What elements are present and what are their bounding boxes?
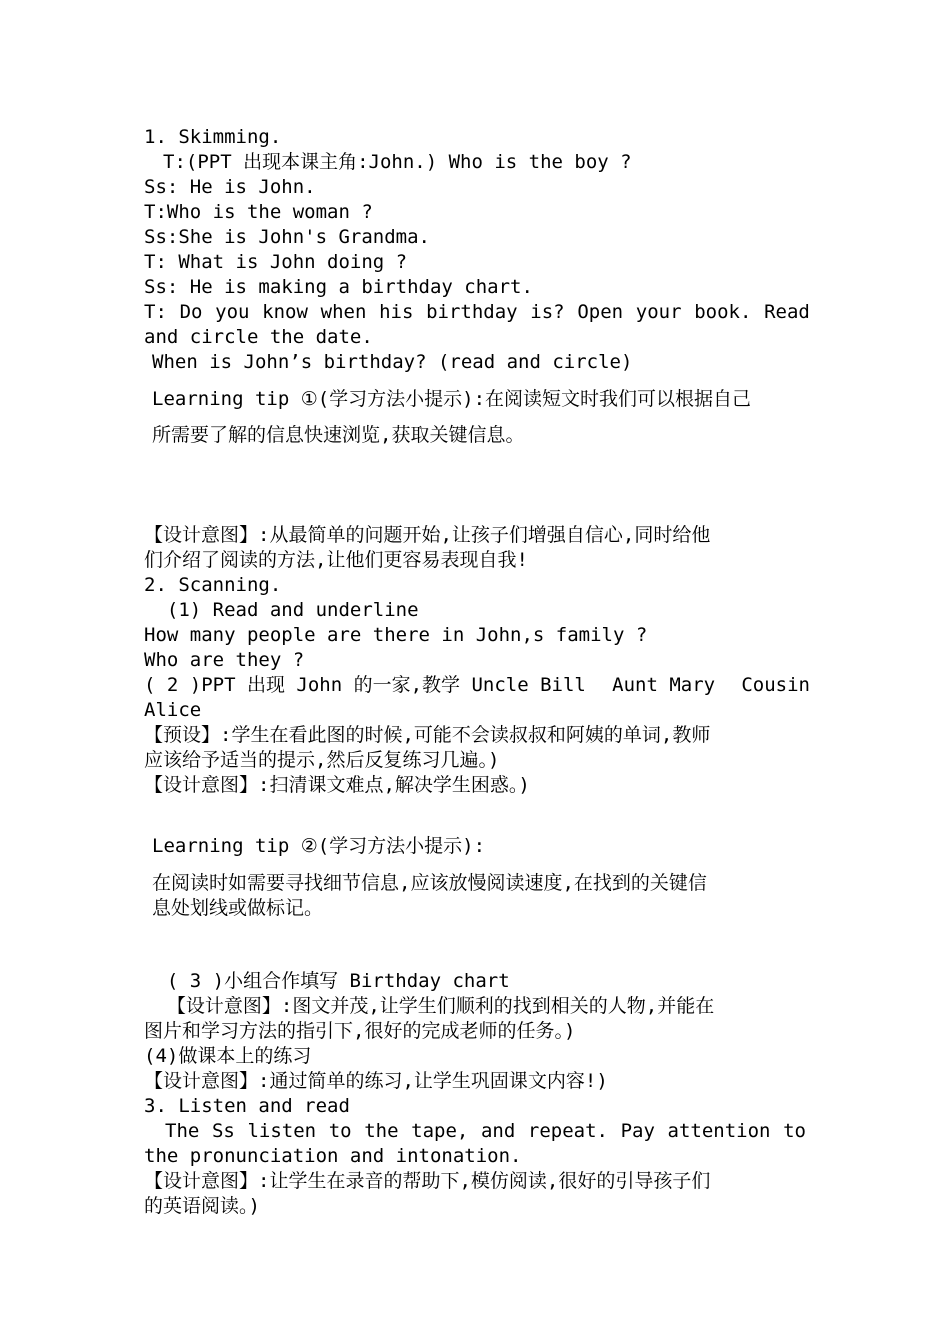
word: repeat. xyxy=(527,1120,608,1142)
listen-line-2: the pronunciation and intonation. xyxy=(144,1145,522,1167)
preset-line-2: 应该给予适当的提示,然后反复练习几遍。) xyxy=(144,749,500,771)
word: when xyxy=(320,301,367,323)
phrase: Aunt Mary xyxy=(612,674,716,696)
design-intent-1-line-2: 们介绍了阅读的方法,让他们更容易表现自我! xyxy=(144,549,528,571)
alice-line: Alice xyxy=(144,699,202,721)
student-line-making-chart: Ss: He is making a birthday chart. xyxy=(144,276,533,298)
word: birthday xyxy=(426,301,518,323)
learning-tip-2-line-1: 在阅读时如需要寻找细节信息,应该放慢阅读速度,在找到的关键信 xyxy=(152,872,707,894)
word: the xyxy=(364,1120,399,1142)
skimming-heading: 1. Skimming. xyxy=(144,126,282,148)
design-intent-3-line-1: 【设计意图】:图文并茂,让学生们顺利的找到相关的人物,并能在 xyxy=(144,995,715,1017)
listen-line-1 xyxy=(165,1119,806,1144)
learning-tip-2-heading: Learning tip ②(学习方法小提示): xyxy=(152,835,486,857)
preset-line-1: 【预设】:学生在看此图的时候,可能不会读叔叔和阿姨的单词,教师 xyxy=(144,724,711,746)
do-exercise-step: (4)做课本上的练习 xyxy=(144,1045,312,1067)
student-line-grandma: Ss:She is John's Grandma. xyxy=(144,226,430,248)
design-intent-5-line-1: 【设计意图】:让学生在录音的帮助下,模仿阅读,很好的引导孩子们 xyxy=(144,1170,711,1192)
design-intent-4: 【设计意图】:通过简单的练习,让学生巩固课文内容!) xyxy=(144,1070,608,1092)
read-underline-step: (1) Read and underline xyxy=(144,599,419,621)
word: to xyxy=(783,1120,806,1142)
word: Read xyxy=(764,301,810,323)
word: Do xyxy=(179,301,203,323)
question-how-many-people: How many people are there in John,s family ? xyxy=(144,624,648,646)
scanning-heading: 2. Scanning. xyxy=(144,574,282,596)
listen-heading: 3. Listen and read xyxy=(144,1095,350,1117)
word: Pay xyxy=(620,1120,655,1142)
word: listen xyxy=(247,1120,317,1142)
design-intent-5-line-2: 的英语阅读。) xyxy=(144,1195,260,1217)
word: attention xyxy=(667,1120,771,1142)
question-when-birthday: When is John’s birthday? (read and circle) xyxy=(152,351,633,373)
phrase: Cousin xyxy=(741,674,810,696)
teacher-line-do-you-know xyxy=(144,300,810,325)
word: T: xyxy=(144,301,167,323)
student-line-he-is-john: Ss: He is John. xyxy=(144,176,316,198)
word: Open xyxy=(577,301,624,323)
word: The xyxy=(165,1120,200,1142)
learning-tip-1-line-2: 所需要了解的信息快速浏览,获取关键信息。 xyxy=(152,424,525,446)
word: is? xyxy=(530,301,565,323)
word: you xyxy=(215,301,250,323)
teacher-line-who-woman: T:Who is the woman ? xyxy=(144,201,373,223)
teacher-line-ppt-john: T:(PPT 出现本课主角:John.) Who is the boy ? xyxy=(163,151,632,173)
question-who-are-they: Who are they ? xyxy=(144,649,305,671)
group-fill-step: ( 3 )小组合作填写 Birthday chart xyxy=(144,970,510,992)
learning-tip-2-line-2: 息处划线或做标记。 xyxy=(152,897,324,919)
teacher-line-circle-date: and circle the date. xyxy=(144,326,373,348)
learning-tip-1-line-1: Learning tip ①(学习方法小提示):在阅读短文时我们可以根据自己 xyxy=(152,388,752,410)
word: to xyxy=(328,1120,352,1142)
teacher-line-what-doing: T: What is John doing ? xyxy=(144,251,408,273)
word: book. xyxy=(694,301,752,323)
word: and xyxy=(480,1120,516,1142)
word: Ss xyxy=(211,1120,235,1142)
word: his xyxy=(379,301,414,323)
ppt-family-line xyxy=(144,673,810,698)
word: your xyxy=(635,301,682,323)
design-intent-2: 【设计意图】:扫清课文难点,解决学生困惑。) xyxy=(144,774,530,796)
word: know xyxy=(262,301,308,323)
phrase: ( 2 )PPT 出现 John 的一家,教学 Uncle Bill xyxy=(144,674,586,696)
word: tape, xyxy=(411,1120,469,1142)
design-intent-1-line-1: 【设计意图】:从最简单的问题开始,让孩子们增强自信心,同时给他 xyxy=(144,524,711,546)
design-intent-3-line-2: 图片和学习方法的指引下,很好的完成老师的任务。) xyxy=(144,1020,576,1042)
